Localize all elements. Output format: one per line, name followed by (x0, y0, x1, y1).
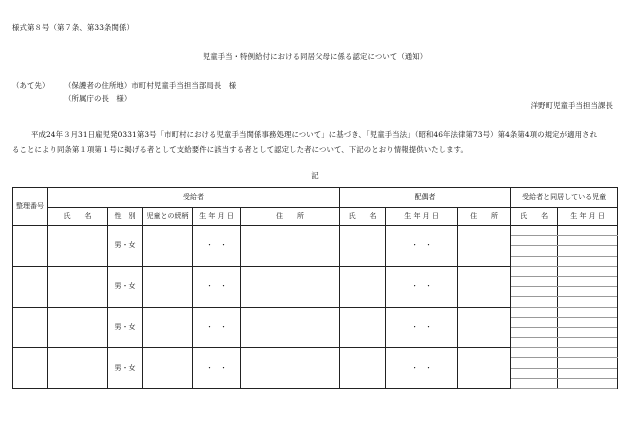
info-table (12, 187, 618, 389)
cell-child-birth[interactable] (558, 338, 618, 348)
cell-child-name[interactable] (511, 276, 558, 286)
cell-haigusha-name[interactable] (340, 348, 386, 389)
cell-child-birth[interactable] (558, 276, 618, 286)
cell-child-name[interactable] (511, 378, 558, 388)
body-line-1: 平成24年３月31日雇児発0331第3号「市町村における児童手当関係事務処理について」に基づき、「児童手当法」（昭和46年法律第73号）第4条第4項の規定が適用され (31, 130, 598, 139)
subheader-haigusha-name: 氏 名 (340, 208, 386, 226)
cell-child-name[interactable] (511, 287, 558, 297)
cell-child-birth[interactable] (558, 266, 618, 276)
cell-jukyusha-address[interactable] (241, 307, 340, 348)
table-row (13, 307, 618, 317)
cell-sex[interactable]: 男・女 (108, 348, 143, 389)
subheader-birth: 生 年 月 日 (193, 208, 241, 226)
cell-child-name[interactable] (511, 348, 558, 358)
cell-child-birth[interactable] (558, 287, 618, 297)
cell-child-name[interactable] (511, 266, 558, 276)
cell-jukyusha-birth[interactable]: ・ ・ (193, 226, 241, 267)
header-haigusha: 配偶者 (340, 188, 511, 208)
table-row (13, 348, 618, 358)
cell-child-birth[interactable] (558, 307, 618, 317)
document-title: 児童手当・特例給付における同居父母に係る認定について（通知） (202, 52, 428, 61)
header-doukyo-jido: 受給者と同居している児童 (511, 188, 618, 208)
cell-jukyusha-birth[interactable]: ・ ・ (193, 307, 241, 348)
cell-child-birth[interactable] (558, 317, 618, 327)
subheader-address: 住 所 (241, 208, 340, 226)
cell-child-birth[interactable] (558, 256, 618, 266)
cell-child-name[interactable] (511, 236, 558, 246)
cell-child-name[interactable] (511, 226, 558, 236)
cell-haigusha-birth[interactable]: ・ ・ (386, 266, 458, 307)
header-jukyusha: 受給者 (48, 188, 340, 208)
subheader-haigusha-birth: 生 年 月 日 (386, 208, 458, 226)
cell-child-name[interactable] (511, 307, 558, 317)
cell-jukyusha-address[interactable] (241, 266, 340, 307)
cell-child-birth[interactable] (558, 327, 618, 337)
cell-child-name[interactable] (511, 358, 558, 368)
form-number: 様式第８号（第７条、第33条関係） (12, 23, 134, 32)
body-line-2: ることにより同条第１項第１号に掲げる者として支給要件に該当する者として認定した者について、下記のとおり情報提供いたします。 (12, 145, 469, 154)
cell-haigusha-name[interactable] (340, 226, 386, 267)
cell-relation[interactable] (143, 307, 193, 348)
cell-haigusha-name[interactable] (340, 266, 386, 307)
cell-child-name[interactable] (511, 368, 558, 378)
cell-seiri-bango[interactable] (13, 226, 48, 267)
subheader-sex: 性 別 (108, 208, 143, 226)
subheader-name: 氏 名 (48, 208, 108, 226)
cell-child-name[interactable] (511, 327, 558, 337)
sender: 洋野町児童手当担当課長 (530, 101, 613, 110)
cell-relation[interactable] (143, 348, 193, 389)
cell-haigusha-address[interactable] (458, 348, 511, 389)
cell-sex[interactable]: 男・女 (108, 226, 143, 267)
cell-seiri-bango[interactable] (13, 307, 48, 348)
cell-child-name[interactable] (511, 317, 558, 327)
cell-seiri-bango[interactable] (13, 348, 48, 389)
cell-jukyusha-address[interactable] (241, 226, 340, 267)
cell-child-name[interactable] (511, 338, 558, 348)
cell-child-birth[interactable] (558, 246, 618, 256)
cell-jukyusha-birth[interactable]: ・ ・ (193, 266, 241, 307)
addressee-line-2: （所属庁の長 様） (64, 94, 132, 103)
cell-haigusha-birth[interactable]: ・ ・ (386, 226, 458, 267)
cell-relation[interactable] (143, 266, 193, 307)
header-seiri-bango: 整理番号 (13, 188, 48, 226)
cell-haigusha-birth[interactable]: ・ ・ (386, 307, 458, 348)
table-row (13, 266, 618, 276)
cell-jukyusha-name[interactable] (48, 266, 108, 307)
cell-child-birth[interactable] (558, 358, 618, 368)
cell-haigusha-address[interactable] (458, 226, 511, 267)
subheader-haigusha-address: 住 所 (458, 208, 511, 226)
cell-jukyusha-name[interactable] (48, 348, 108, 389)
cell-jukyusha-name[interactable] (48, 226, 108, 267)
table-row (13, 226, 618, 236)
cell-child-birth[interactable] (558, 236, 618, 246)
cell-child-birth[interactable] (558, 297, 618, 307)
subheader-relation: 児童との続柄 (143, 208, 193, 226)
cell-child-birth[interactable] (558, 226, 618, 236)
cell-child-name[interactable] (511, 246, 558, 256)
cell-relation[interactable] (143, 226, 193, 267)
cell-child-name[interactable] (511, 297, 558, 307)
cell-haigusha-address[interactable] (458, 266, 511, 307)
cell-jukyusha-address[interactable] (241, 348, 340, 389)
addressee-line-1: （保護者の住所地）市町村児童手当担当部局長 様 (64, 81, 237, 90)
cell-haigusha-address[interactable] (458, 307, 511, 348)
cell-haigusha-name[interactable] (340, 307, 386, 348)
cell-child-birth[interactable] (558, 348, 618, 358)
cell-child-name[interactable] (511, 256, 558, 266)
cell-jukyusha-name[interactable] (48, 307, 108, 348)
cell-child-birth[interactable] (558, 378, 618, 388)
ki-heading: 記 (311, 171, 319, 180)
cell-haigusha-birth[interactable]: ・ ・ (386, 348, 458, 389)
cell-sex[interactable]: 男・女 (108, 307, 143, 348)
cell-jukyusha-birth[interactable]: ・ ・ (193, 348, 241, 389)
cell-seiri-bango[interactable] (13, 266, 48, 307)
subheader-child-name: 氏 名 (511, 208, 558, 226)
subheader-child-birth: 生 年 月 日 (558, 208, 618, 226)
cell-child-birth[interactable] (558, 368, 618, 378)
cell-sex[interactable]: 男・女 (108, 266, 143, 307)
addressee-prefix: （あて先） (12, 81, 50, 90)
